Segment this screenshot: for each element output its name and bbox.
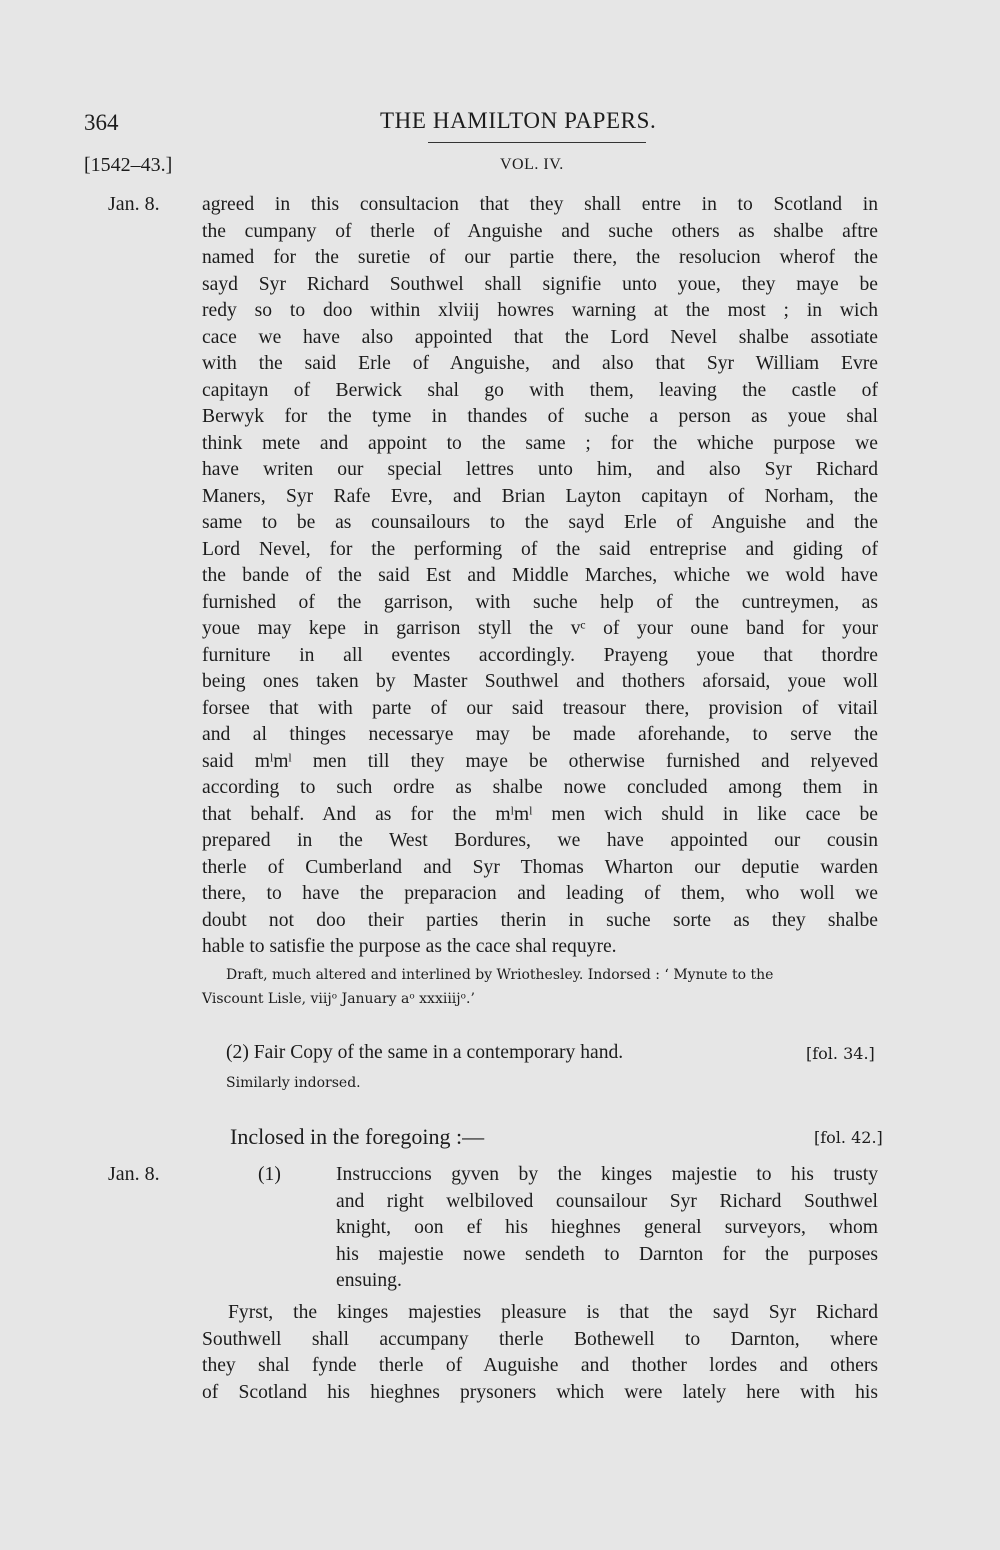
running-title: THE HAMILTON PAPERS. — [380, 108, 657, 133]
text-line: they shal fynde therle of Auguishe and thother lordes and others — [202, 1355, 878, 1376]
section-heading: Inclosed in the foregoing :— — [230, 1124, 485, 1149]
entry-date: Jan. 8. — [108, 1163, 160, 1185]
item-number: (1) — [258, 1164, 281, 1185]
text-line: named for the suretie of our partie there, the resolucion wherof the — [202, 247, 878, 268]
instructions-paragraph — [202, 1300, 878, 1406]
folio-reference: [fol. 42.] — [814, 1128, 883, 1147]
text-line: of Scotland his hieghnes prysoners which were lately here with his — [202, 1381, 878, 1403]
entry-body — [202, 192, 878, 961]
text-line: have writen our special lettres unto him, and also Syr Richard — [202, 459, 878, 480]
instructions-title — [336, 1162, 878, 1295]
text-line: furnished of the garrison, with suche help of the cuntreymen, as — [202, 591, 878, 613]
entry-date: Jan. 8. — [108, 193, 160, 215]
editorial-note: Similarly indorsed. — [226, 1075, 361, 1091]
folio-reference: [fol. 34.] — [806, 1044, 875, 1063]
text-line: there, to have the preparacion and leading of them, who woll we — [202, 883, 878, 904]
text-line: redy so to doo within xlviij howres warning at the most ; in wich — [202, 300, 878, 321]
text-line: being ones taken by Master Southwel and thothers aforsaid, youe woll — [202, 671, 878, 692]
text-line: according to such ordre as shalbe nowe concluded among them in — [202, 777, 878, 798]
text-line: Berwyk for the tyme in thandes of suche a person as youe shal — [202, 406, 878, 427]
text-line: forsee that with parte of our said treasour there, provision of vitail — [202, 697, 878, 719]
text-line: furniture in all eventes accordingly. Prayeng youe that thordre — [202, 644, 878, 666]
editorial-note-line: Viscount Lisle, viijᵒ January aᵒ xxxiiijᵒ.’ — [202, 991, 475, 1007]
text-line: his majestie nowe sendeth to Darnton for the purposes — [336, 1243, 878, 1265]
text-line: think mete and appoint to the same ; for the whiche purpose we — [202, 432, 878, 454]
text-line: and right welbiloved counsailour Syr Richard Southwel — [336, 1190, 878, 1212]
text-line: capitayn of Berwick shal go with them, leaving the castle of — [202, 379, 878, 401]
page-number: 364 — [84, 110, 119, 135]
text-line: Instruccions gyven by the kinges majestie to his trusty — [336, 1164, 878, 1185]
text-line: Lord Nevel, for the performing of the said entreprise and giding of — [202, 538, 878, 560]
text-line: with the said Erle of Anguishe, and also that Syr William Evre — [202, 353, 878, 374]
header-rule — [428, 142, 646, 143]
text-line: therle of Cumberland and Syr Thomas Wharton our deputie warden — [202, 856, 878, 878]
text-line: agreed in this consultacion that they shall entre in to Scotland in — [202, 194, 878, 215]
text-line: doubt not doo their parties therin in suche sorte as they shalbe — [202, 909, 878, 931]
text-line: Southwell shall accumpany therle Bothewell to Darnton, where — [202, 1328, 878, 1350]
text-line: and al thinges necessarye may be made aforehande, to serve the — [202, 724, 878, 745]
text-line: cace we have also appointed that the Lord Nevel shalbe assotiate — [202, 326, 878, 348]
text-line: Fyrst, the kinges majesties pleasure is that the sayd Syr Richard — [228, 1302, 878, 1323]
text-line: same to be as counsailours to the sayd Erle of Anguishe and the — [202, 512, 878, 533]
text-line: knight, oon ef his hieghnes general surveyors, whom — [336, 1217, 878, 1238]
text-line: ensuing. — [336, 1270, 402, 1291]
text-line: said mˡmˡ men till they maye be otherwise furnished and relyeved — [202, 750, 878, 772]
text-line: the bande of the said Est and Middle Marches, whiche we wold have — [202, 565, 878, 586]
text-line: Maners, Syr Rafe Evre, and Brian Layton capitayn of Norham, the — [202, 485, 878, 507]
volume-label: VOL. IV. — [500, 156, 564, 173]
editorial-note-line: Draft, much altered and interlined by Wriothesley. Indorsed : ‘ Mynute to the — [226, 967, 774, 983]
item-text: (2) Fair Copy of the same in a contemporary hand. — [226, 1042, 624, 1063]
text-line: hable to satisfie the purpose as the cace shal requyre. — [202, 936, 617, 957]
text-line: that behalf. And as for the mˡmˡ men wich shuld in like cace be — [202, 803, 878, 825]
text-line: sayd Syr Richard Southwel shall signifie unto youe, they maye be — [202, 273, 878, 295]
text-line: the cumpany of therle of Anguishe and suche others as shalbe aftre — [202, 220, 878, 242]
date-range: [1542–43.] — [84, 154, 173, 176]
text-line: youe may kepe in garrison styll the vᶜ of your oune band for your — [202, 618, 878, 639]
text-line: prepared in the West Bordures, we have appointed our cousin — [202, 830, 878, 851]
